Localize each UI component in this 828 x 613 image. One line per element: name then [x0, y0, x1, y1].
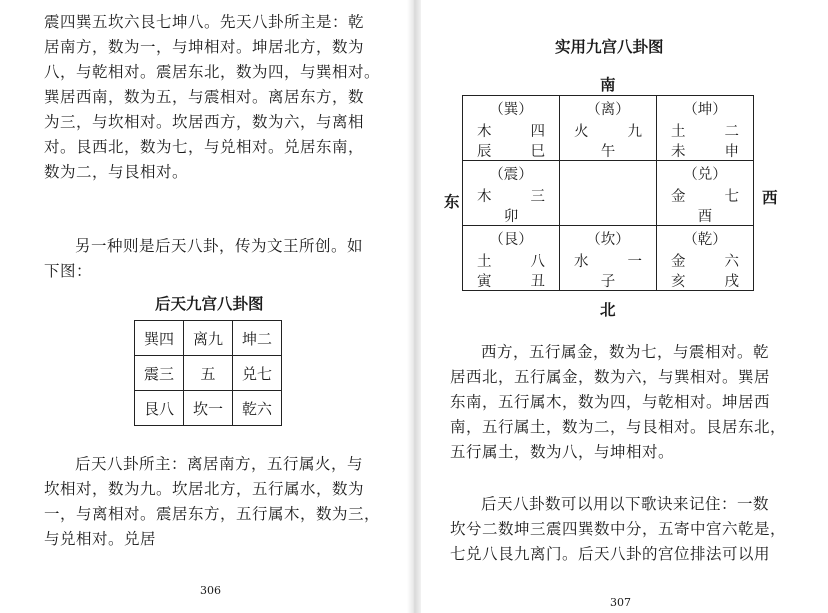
- page-number: 307: [610, 596, 631, 609]
- element-label: 土: [671, 124, 686, 140]
- number-label: 七: [724, 189, 739, 205]
- grid-cell: 坤二: [233, 321, 282, 356]
- paragraph-mnemonic: [450, 492, 786, 567]
- houtian-grid: [134, 320, 282, 426]
- branch-label: 酉: [697, 209, 713, 225]
- branch-label: 戌: [724, 274, 739, 290]
- grid-cell: 五: [184, 356, 233, 391]
- cell-li: [560, 96, 657, 161]
- cell-dui: [657, 161, 754, 226]
- element-label: 水: [574, 254, 589, 270]
- branch-label: 子: [600, 274, 616, 290]
- element-label: 木: [477, 124, 492, 140]
- cell-zhen: [463, 161, 560, 226]
- text-line: 坎兮二数坤三震四巽数中分，五寄中宫六乾是，: [450, 520, 787, 538]
- text-line: 下图：: [44, 262, 93, 280]
- trigram-label: （坤）: [683, 102, 727, 118]
- number-label: 六: [724, 254, 739, 270]
- element-label: 土: [477, 254, 492, 270]
- branch-label: 巳: [530, 144, 545, 160]
- text-line: 另一种则是后天八卦，传为文王所创。如: [75, 237, 364, 255]
- text-line: 五行属土，数为八，与坤相对。: [450, 443, 675, 461]
- diagram-title: 实用九宫八卦图: [555, 37, 664, 56]
- text-line: 八，与乾相对。震居东北，数为四，与巽相对。: [44, 63, 381, 81]
- text-line: 一，与离相对。震居东方，五行属木，数为三，: [44, 505, 381, 523]
- paragraph-houtian-continued: [450, 340, 786, 465]
- element-label: 火: [574, 124, 589, 140]
- text-line: 为三，与坎相对。坎居西方，数为六，与离相: [44, 113, 365, 131]
- text-line: 对。艮西北，数为七，与兑相对。兑居东南，: [44, 138, 365, 156]
- element-label: 金: [671, 189, 686, 205]
- right-page: [414, 0, 828, 613]
- grid-cell: 艮八: [135, 391, 184, 426]
- direction-north: 北: [600, 300, 616, 319]
- number-label: 四: [530, 124, 545, 140]
- text-line: 巽居西南，数为五，与震相对。离居东方，数: [44, 88, 365, 106]
- paragraph-xiantian: [44, 10, 380, 185]
- element-label: 木: [477, 189, 492, 205]
- cell-kan: [560, 226, 657, 291]
- trigram-label: （坎）: [586, 232, 630, 248]
- number-label: 三: [530, 189, 545, 205]
- text-line: 居西北，五行属金，数为六，与巽相对。巽居: [450, 368, 771, 386]
- trigram-label: （乾）: [683, 232, 727, 248]
- direction-south: 南: [600, 75, 616, 94]
- text-line: 震四巽五坎六艮七坤八。先天八卦所主是：乾: [44, 13, 365, 31]
- trigram-label: （震）: [489, 167, 533, 183]
- grid-cell: 乾六: [233, 391, 282, 426]
- text-line: 后天八卦所主：离居南方，五行属火，与: [75, 455, 364, 473]
- text-line: 南，五行属土，数为二，与艮相对。艮居东北，: [450, 418, 787, 436]
- cell-xun: [463, 96, 560, 161]
- branch-label: 申: [724, 144, 739, 160]
- text-line: 数为二，与艮相对。: [44, 163, 189, 181]
- grid-cell: 巽四: [135, 321, 184, 356]
- page-number: 306: [200, 584, 221, 597]
- text-line: 西方，五行属金，数为七，与震相对。乾: [481, 343, 770, 361]
- branch-label: 卯: [503, 209, 519, 225]
- text-line: 坎相对，数为九。坎居北方，五行属水，数为: [44, 480, 365, 498]
- branch-label: 寅: [477, 274, 492, 290]
- number-label: 一: [627, 254, 642, 270]
- text-line: 七兑八艮九离门。后天八卦的宫位排法可以用: [450, 545, 771, 563]
- cell-kun: [657, 96, 754, 161]
- branch-label: 亥: [671, 274, 686, 290]
- grid-cell: 离九: [184, 321, 233, 356]
- number-label: 八: [530, 254, 545, 270]
- bagua-diagram: [462, 95, 754, 291]
- element-label: 金: [671, 254, 686, 270]
- branch-label: 午: [600, 144, 616, 160]
- trigram-label: （兑）: [683, 167, 727, 183]
- direction-west: 西: [762, 188, 778, 207]
- trigram-label: （巽）: [489, 102, 533, 118]
- trigram-label: （艮）: [489, 232, 533, 248]
- branch-label: 未: [671, 144, 686, 160]
- number-label: 九: [627, 124, 642, 140]
- branch-label: 辰: [477, 144, 492, 160]
- branch-label: 丑: [530, 274, 545, 290]
- grid-cell: 兑七: [233, 356, 282, 391]
- paragraph-houtian-main: [44, 452, 380, 552]
- grid-title: 后天九宫八卦图: [155, 294, 264, 313]
- trigram-label: （离）: [586, 102, 630, 118]
- paragraph-houtian-intro: [44, 234, 363, 284]
- text-line: 东南，五行属木，数为四，与乾相对。坤居西: [450, 393, 771, 411]
- cell-gen: [463, 226, 560, 291]
- number-label: 二: [724, 124, 739, 140]
- cell-qian: [657, 226, 754, 291]
- grid-cell: 震三: [135, 356, 184, 391]
- text-line: 与兑相对。兑居: [44, 530, 157, 548]
- text-line: 后天八卦数可以用以下歌诀来记住：一数: [481, 495, 770, 513]
- grid-cell: 坎一: [184, 391, 233, 426]
- direction-east: 东: [444, 192, 460, 211]
- cell-center: [560, 161, 657, 226]
- text-line: 居南方，数为一，与坤相对。坤居北方，数为: [44, 38, 365, 56]
